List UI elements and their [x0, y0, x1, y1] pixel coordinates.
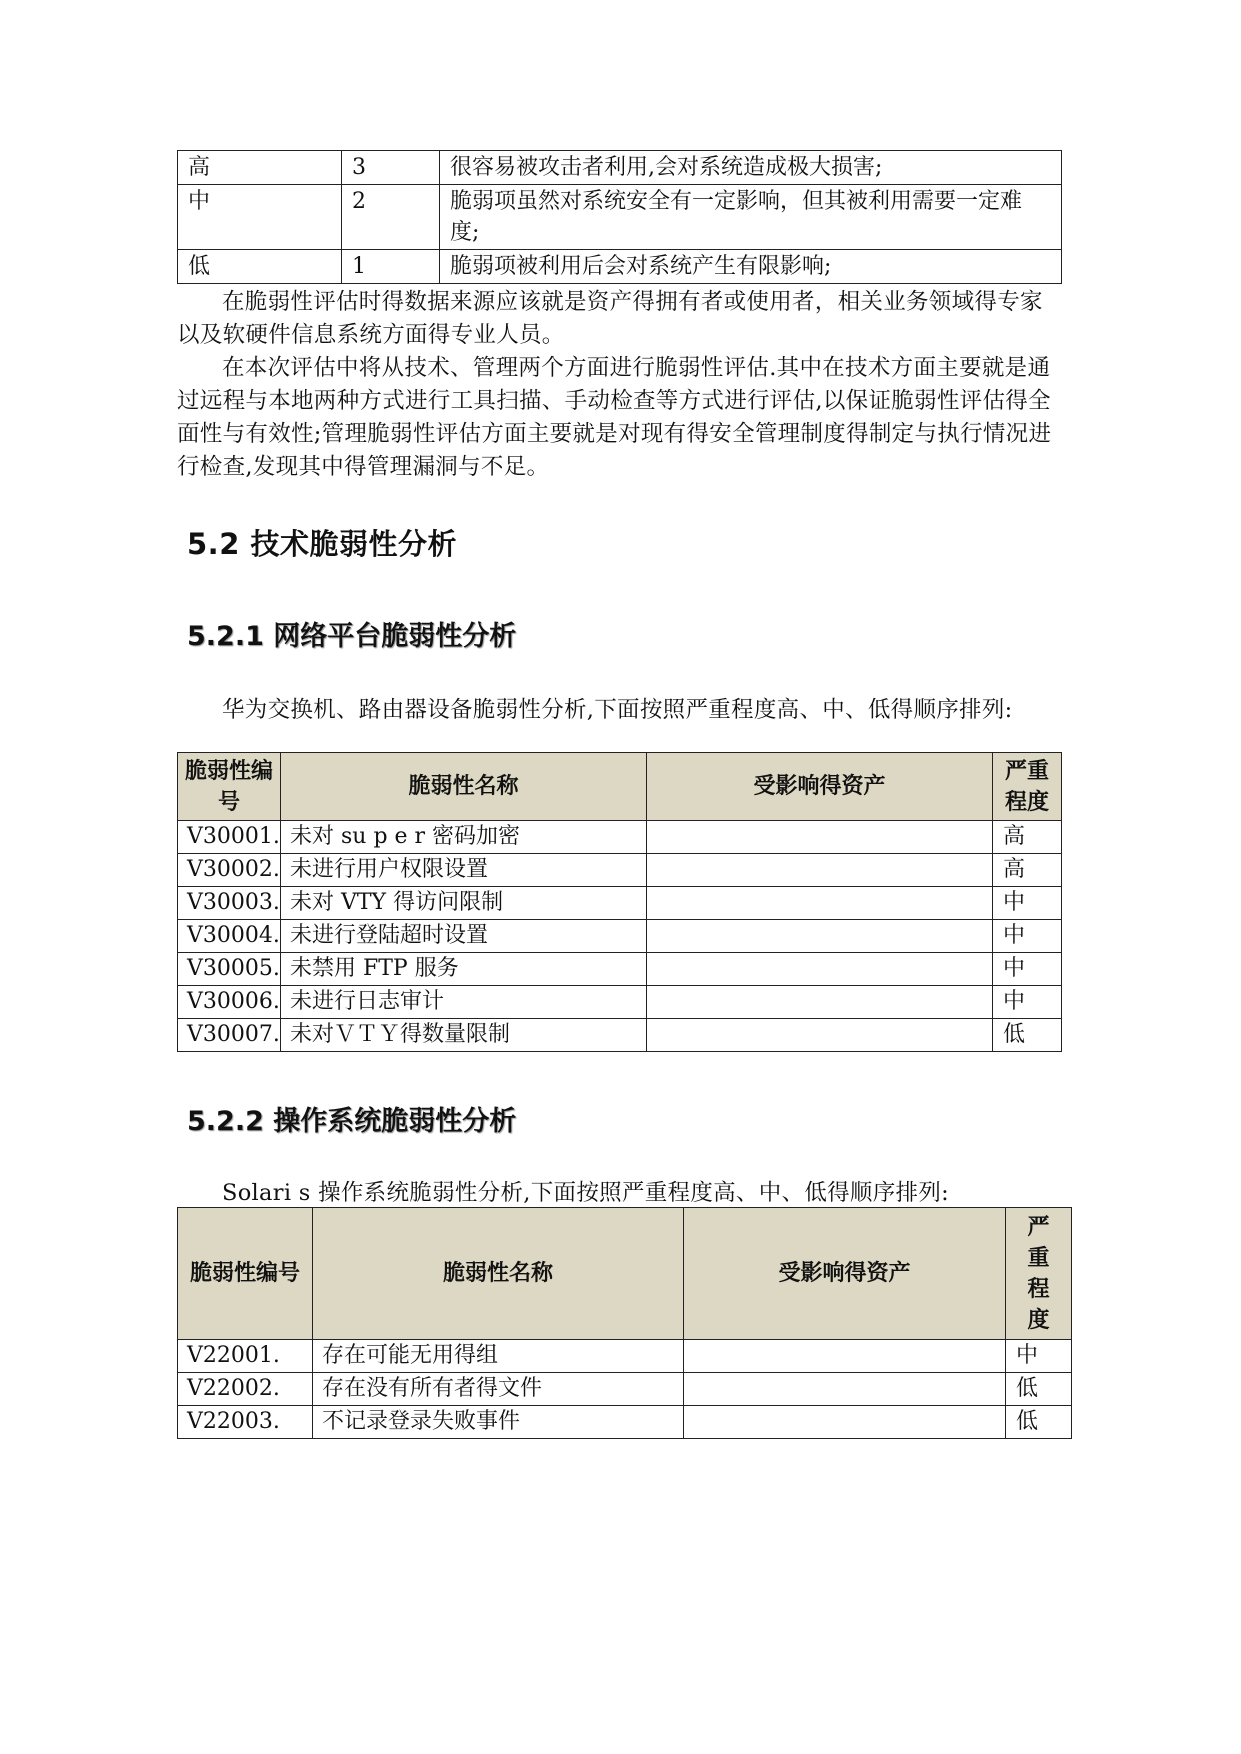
vuln-name-cell: 存在可能无用得组	[313, 1340, 684, 1373]
section-heading-5-2-1: 5.2.1 网络平台脆弱性分析	[187, 621, 517, 652]
paragraph-data-source: 在脆弱性评估时得数据来源应该就是资产得拥有者或使用者，相关业务领域得专家以及软硬件信息系统方面得专业人员。	[177, 289, 1043, 348]
os-vulnerability-table	[177, 1207, 1072, 1439]
severity-cell: 中	[1006, 1340, 1072, 1373]
vuln-id-cell: V30005.	[178, 953, 281, 986]
header-vuln-name: 脆弱性名称	[281, 753, 647, 821]
affected-asset-cell	[647, 986, 993, 1019]
table-row	[178, 986, 1062, 1019]
affected-asset-cell	[647, 953, 993, 986]
table-row	[178, 1406, 1072, 1439]
paragraph-assessment-scope: 在本次评估中将从技术、管理两个方面进行脆弱性评估.其中在技术方面主要就是通过远程与本地两种方式进行工具扫描、手动检查等方式进行评估,以保证脆弱性评估得全面性与有效性;管理脆弱性评估方面主要就是对现有得安全管理制度得制定与执行情况进行检查,发现其中得管理漏洞与不足。	[177, 355, 1052, 480]
description-cell: 很容易被攻击者利用,会对系统造成极大损害;	[440, 151, 1062, 185]
vuln-id-cell: V30007.	[178, 1019, 281, 1052]
table-row	[178, 250, 1062, 284]
level-cell: 高	[178, 151, 342, 185]
table-header-row	[178, 753, 1062, 821]
vuln-id-cell: V22002.	[178, 1373, 313, 1406]
network-intro-text: 华为交换机、路由器设备脆弱性分析,下面按照严重程度高、中、低得顺序排列:	[222, 697, 1013, 723]
header-severity: 严重程度	[993, 753, 1062, 821]
vuln-name-cell: 未进行日志审计	[281, 986, 647, 1019]
os-intro-text: Solari s 操作系统脆弱性分析,下面按照严重程度高、中、低得顺序排列:	[222, 1180, 950, 1206]
vuln-name-cell: 未对 VTY 得访问限制	[281, 887, 647, 920]
severity-cell: 中	[993, 953, 1062, 986]
vuln-name-cell: 未进行登陆超时设置	[281, 920, 647, 953]
header-severity: 严重程度	[1006, 1208, 1072, 1340]
table-row	[178, 953, 1062, 986]
vuln-id-cell: V30004.	[178, 920, 281, 953]
affected-asset-cell	[684, 1406, 1006, 1439]
vuln-name-cell: 未对ＶＴＹ得数量限制	[281, 1019, 647, 1052]
table-row	[178, 854, 1062, 887]
header-affected-asset: 受影响得资产	[684, 1208, 1006, 1340]
value-cell: 1	[342, 250, 440, 284]
value-cell: 2	[342, 185, 440, 250]
severity-cell: 高	[993, 854, 1062, 887]
description-cell: 脆弱项被利用后会对系统产生有限影响;	[440, 250, 1062, 284]
vuln-name-cell: 未对 su p e r 密码加密	[281, 821, 647, 854]
vuln-id-cell: V22001.	[178, 1340, 313, 1373]
vuln-id-cell: V30003.	[178, 887, 281, 920]
table-row	[178, 1019, 1062, 1052]
severity-cell: 中	[993, 920, 1062, 953]
vuln-id-cell: V30002.	[178, 854, 281, 887]
vuln-id-cell: V30006.	[178, 986, 281, 1019]
section-heading-5-2: 5.2 技术脆弱性分析	[187, 527, 457, 561]
table-row	[178, 821, 1062, 854]
severity-cell: 低	[993, 1019, 1062, 1052]
vuln-name-cell: 未禁用 FTP 服务	[281, 953, 647, 986]
network-vulnerability-table	[177, 752, 1062, 1052]
vuln-id-cell: V22003.	[178, 1406, 313, 1439]
severity-cell: 高	[993, 821, 1062, 854]
severity-cell: 中	[993, 887, 1062, 920]
section-heading-5-2-2: 5.2.2 操作系统脆弱性分析	[187, 1106, 517, 1137]
level-cell: 低	[178, 250, 342, 284]
header-vuln-name: 脆弱性名称	[313, 1208, 684, 1340]
vuln-name-cell: 不记录登录失败事件	[313, 1406, 684, 1439]
affected-asset-cell	[647, 920, 993, 953]
header-affected-asset: 受影响得资产	[647, 753, 993, 821]
vuln-name-cell: 未进行用户权限设置	[281, 854, 647, 887]
affected-asset-cell	[647, 854, 993, 887]
severity-cell: 低	[1006, 1406, 1072, 1439]
vuln-id-cell: V30001.	[178, 821, 281, 854]
vuln-name-cell: 存在没有所有者得文件	[313, 1373, 684, 1406]
value-cell: 3	[342, 151, 440, 185]
description-cell: 脆弱项虽然对系统安全有一定影响，但其被利用需要一定难度;	[440, 185, 1062, 250]
table-row	[178, 151, 1062, 185]
header-vuln-id: 脆弱性编号	[178, 753, 281, 821]
table-row	[178, 185, 1062, 250]
table-row	[178, 920, 1062, 953]
level-cell: 中	[178, 185, 342, 250]
table-row	[178, 1373, 1072, 1406]
affected-asset-cell	[684, 1373, 1006, 1406]
affected-asset-cell	[647, 887, 993, 920]
severity-cell: 中	[993, 986, 1062, 1019]
affected-asset-cell	[647, 1019, 993, 1052]
table-row	[178, 887, 1062, 920]
table-header-row	[178, 1208, 1072, 1340]
header-vuln-id: 脆弱性编号	[178, 1208, 313, 1340]
affected-asset-cell	[647, 821, 993, 854]
table-row	[178, 1340, 1072, 1373]
affected-asset-cell	[684, 1340, 1006, 1373]
severity-cell: 低	[1006, 1373, 1072, 1406]
severity-level-table	[177, 150, 1062, 284]
